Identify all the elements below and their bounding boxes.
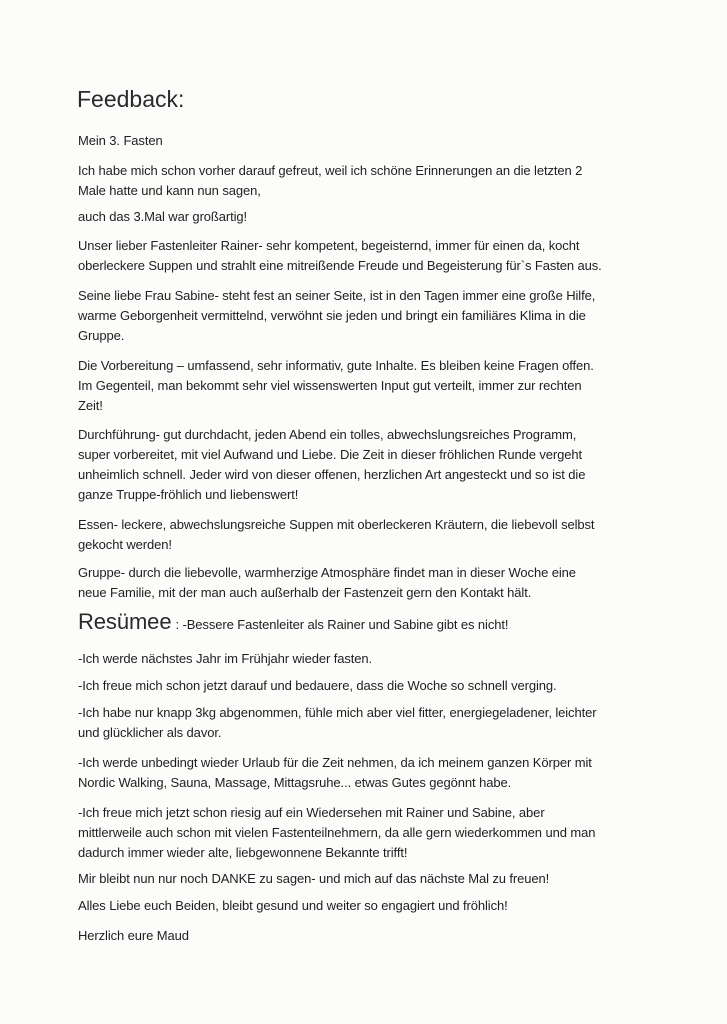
paragraph-line: Unser lieber Fastenleiter Rainer- sehr kompetent, begeisternd, immer für einen da, kocht — [78, 238, 580, 253]
resume-item: -Ich freue mich jetzt schon riesig auf ein Wiedersehen mit Rainer und Sabine, aber — [78, 805, 545, 820]
paragraph-line: oberleckere Suppen und strahlt eine mitreißende Freude und Begeisterung für`s Fasten aus. — [78, 258, 602, 273]
paragraph-line: Gruppe. — [78, 328, 125, 343]
paragraph-line: Durchführung- gut durchdacht, jeden Abend ein tolles, abwechslungsreiches Programm, — [78, 427, 577, 442]
paragraph-line: Seine liebe Frau Sabine- steht fest an seiner Seite, ist in den Tagen immer eine große Hilfe, — [78, 288, 596, 303]
resume-item: Nordic Walking, Sauna, Massage, Mittagsruhe... etwas Gutes gegönnt habe. — [78, 775, 512, 790]
document-subtitle: Mein 3. Fasten — [78, 133, 163, 148]
resume-item: -Ich freue mich schon jetzt darauf und bedauere, dass die Woche so schnell verging. — [78, 678, 557, 693]
resume-item: -Ich werde nächstes Jahr im Frühjahr wieder fasten. — [78, 651, 373, 666]
paragraph-line: warme Geborgenheit vermittelnd, verwöhnt sie jeden und bringt ein familiäres Klima in die — [78, 308, 586, 323]
resume-colon: : — [175, 617, 179, 632]
resume-item: und glücklicher als davor. — [78, 725, 222, 740]
paragraph-line: neue Familie, mit der man auch außerhalb der Fastenzeit gern den Kontakt hält. — [78, 585, 532, 600]
closing-line: Alles Liebe euch Beiden, bleibt gesund und weiter so engagiert und fröhlich! — [78, 898, 508, 913]
paragraph-line: Die Vorbereitung – umfassend, sehr informativ, gute Inhalte. Es bleiben keine Fragen offen. — [78, 358, 594, 373]
paragraph-line: auch das 3.Mal war großartig! — [78, 209, 248, 224]
resume-item: dadurch immer wieder alte, liebgewonnene Bekannte trifft! — [78, 845, 408, 860]
paragraph-line: Im Gegenteil, man bekommt sehr viel wissenswerten Input gut verteilt, immer zur rechten — [78, 378, 582, 393]
paragraph-line: Zeit! — [78, 398, 103, 413]
resume-first-item: -Bessere Fastenleiter als Rainer und Sabine gibt es nicht! — [178, 617, 509, 632]
paragraph-line: Gruppe- durch die liebevolle, warmherzige Atmosphäre findet man in dieser Woche eine — [78, 565, 576, 580]
paragraph-line: gekocht werden! — [78, 537, 172, 552]
paragraph-line: ganze Truppe-fröhlich und liebenswert! — [78, 487, 299, 502]
closing-line: Mir bleibt nun nur noch DANKE zu sagen- und mich auf das nächste Mal zu freuen! — [78, 871, 550, 886]
document-title: Feedback: — [77, 86, 185, 112]
signature-line: Herzlich eure Maud — [78, 928, 189, 943]
resume-line — [78, 608, 508, 639]
resume-item: -Ich habe nur knapp 3kg abgenommen, fühle mich aber viel fitter, energiegeladener, leichter — [78, 705, 597, 720]
resume-item: mittlerweile auch schon mit vielen Fastenteilnehmern, da alle gern wiederkommen und man — [78, 825, 596, 840]
paragraph-line: unheimlich schnell. Jeder wird von dieser offenen, herzlichen Art angesteckt und so ist die — [78, 467, 586, 482]
resume-item: -Ich werde unbedingt wieder Urlaub für die Zeit nehmen, da ich meinem ganzen Körper mit — [78, 755, 592, 770]
paragraph-line: Essen- leckere, abwechslungsreiche Suppen mit oberleckeren Kräutern, die liebevoll selbst — [78, 517, 595, 532]
paragraph-line: Male hatte und kann nun sagen, — [78, 183, 261, 198]
paragraph-line: super vorbereitet, mit viel Aufwand und Liebe. Die Zeit in dieser fröhlichen Runde vergeht — [78, 447, 583, 462]
paragraph-line: Ich habe mich schon vorher darauf gefreut, weil ich schöne Erinnerungen an die letzten 2 — [78, 163, 583, 178]
resume-heading: Resümee — [78, 609, 172, 634]
